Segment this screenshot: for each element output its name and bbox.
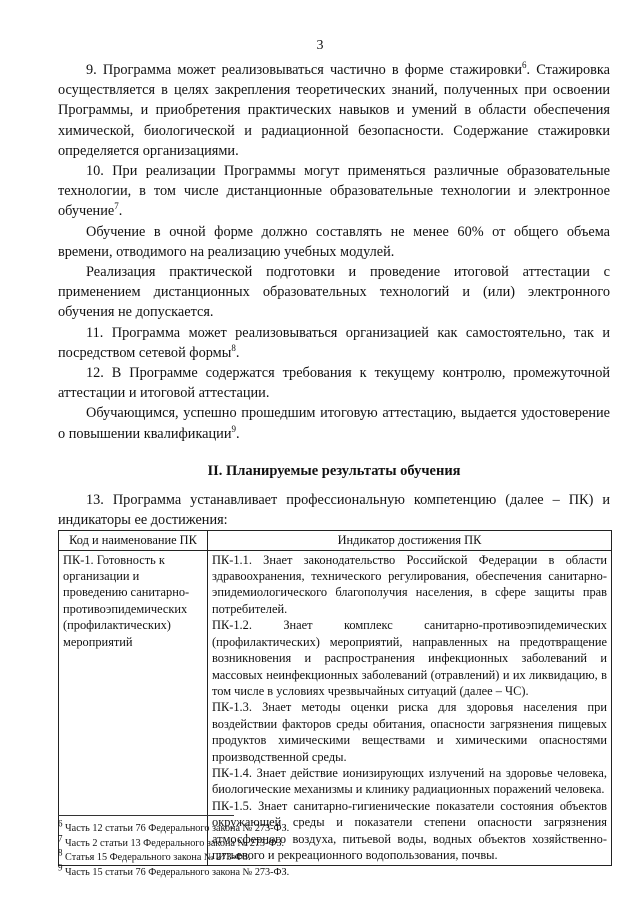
column-header-indicator: Индикатор достижения ПК xyxy=(208,531,612,550)
competence-cell: ПК-1. Готовность к организации и проведению санитарно-противоэпидемических (профилактических) мероприятий xyxy=(59,550,208,866)
paragraph-11: 11. Программа может реализовываться организацией как самостоятельно, так и посредством сетевой формы$^8$. xyxy=(58,324,610,361)
footnote-ref-6[interactable]: 6 xyxy=(522,60,527,71)
footnotes xyxy=(58,818,618,880)
indicator-pk-1-5: ПК-1.5. Знает санитарно-гигиенические показатели состояния объектов окружающей среды и показатели степени опасности загрязнения атмосферного воздуха, питьевой воды, водных объектов хозяйственно-питьевого и рекреационного водопользования, почвы. xyxy=(212,798,607,862)
footnote-ref-8[interactable]: 8 xyxy=(231,343,236,354)
indicator-pk-1-4: ПК-1.4. Знает действие ионизирующих излучений на здоровье человека, биологические механизмы и клинику радиационных поражений человека. xyxy=(212,765,607,797)
column-header-code: Код и наименование ПК xyxy=(59,531,208,550)
paragraph-practical-training: Реализация практической подготовки и проведение итоговой аттестации с применением дистанционных образовательных технологий и (или) электронного обучения не допускается. xyxy=(58,264,610,321)
document-body xyxy=(58,60,610,866)
footnote-8: $^8$ Статья 15 Федерального закона № 273-ФЗ. xyxy=(58,847,251,864)
paragraph-10: 10. При реализации Программы могут применяться различные образовательные технологии, в том числе дистанционные образовательные технологии и электронное обучение$^7$. xyxy=(58,163,610,220)
paragraph-certificate: Обучающимся, успешно прошедшим итоговую аттестацию, выдается удостоверение о повышении квалификации$^9$. xyxy=(58,405,610,442)
paragraph-12: 12. В Программе содержатся требования к текущему контролю, промежуточной аттестации и итоговой аттестации. xyxy=(58,365,610,402)
footnote-ref-7[interactable]: 7 xyxy=(114,201,119,212)
indicator-pk-1-1: ПК-1.1. Знает законодательство Российской Федерации в области здравоохранения, технического регулирования, обеспечения санитарно-эпидемиологического благополучия населения, в сфере защиты прав потребителей. xyxy=(212,552,607,616)
footnote-separator xyxy=(58,815,234,816)
paragraph-9: 9. Программа может реализовываться частично в форме стажировки$^6$. Стажировка осуществляется в целях закрепления теоретических знаний, полученных при освоении Программы, и приобретения практических навыков и умений в области обеспечения химической, биологической и радиационной безопасности. Содержание стажировки определяется организациями. xyxy=(58,60,610,159)
page-number: 3 xyxy=(316,38,324,53)
table-header-row xyxy=(59,531,612,550)
paragraph-13: 13. Программа устанавливает профессиональную компетенцию (далее – ПК) и индикаторы ее достижения: xyxy=(58,491,610,529)
footnote-7: $^7$ Часть 2 статьи 13 Федерального закона № 273-ФЗ. xyxy=(58,833,285,849)
table-row xyxy=(59,550,612,866)
footnote-9: $^9$ Часть 15 статьи 76 Федерального закона № 273-ФЗ. xyxy=(58,862,290,878)
paragraph-full-time-share: Обучение в очной форме должно составлять не менее 60% от общего объема времени, отводимого на реализацию учебных модулей. xyxy=(58,223,610,260)
section-heading: II. Планируемые результаты обучения xyxy=(207,462,461,479)
footnote-6: $^6$ Часть 12 статьи 76 Федерального закона № 273-ФЗ. xyxy=(58,818,290,834)
footnote-ref-9[interactable]: 9 xyxy=(231,423,236,434)
indicator-pk-1-2: ПК-1.2. Знает комплекс санитарно-противоэпидемических (профилактических) мероприятий, направленных на предотвращение возникновения и распространения инфекционных заболеваний и массовых неинфекционных заболеваний (отравлений) и их ликвидацию, в том числе в условиях чрезвычайных ситуаций (далее – ЧС). xyxy=(212,618,607,698)
indicators-cell xyxy=(208,550,612,866)
indicator-pk-1-3: ПК-1.3. Знает методы оценки риска для здоровья населения при воздействии факторов среды обитания, опасности загрязнения пищевых продуктов химическими веществами и химическими опасностями производственной среды. xyxy=(212,700,607,764)
